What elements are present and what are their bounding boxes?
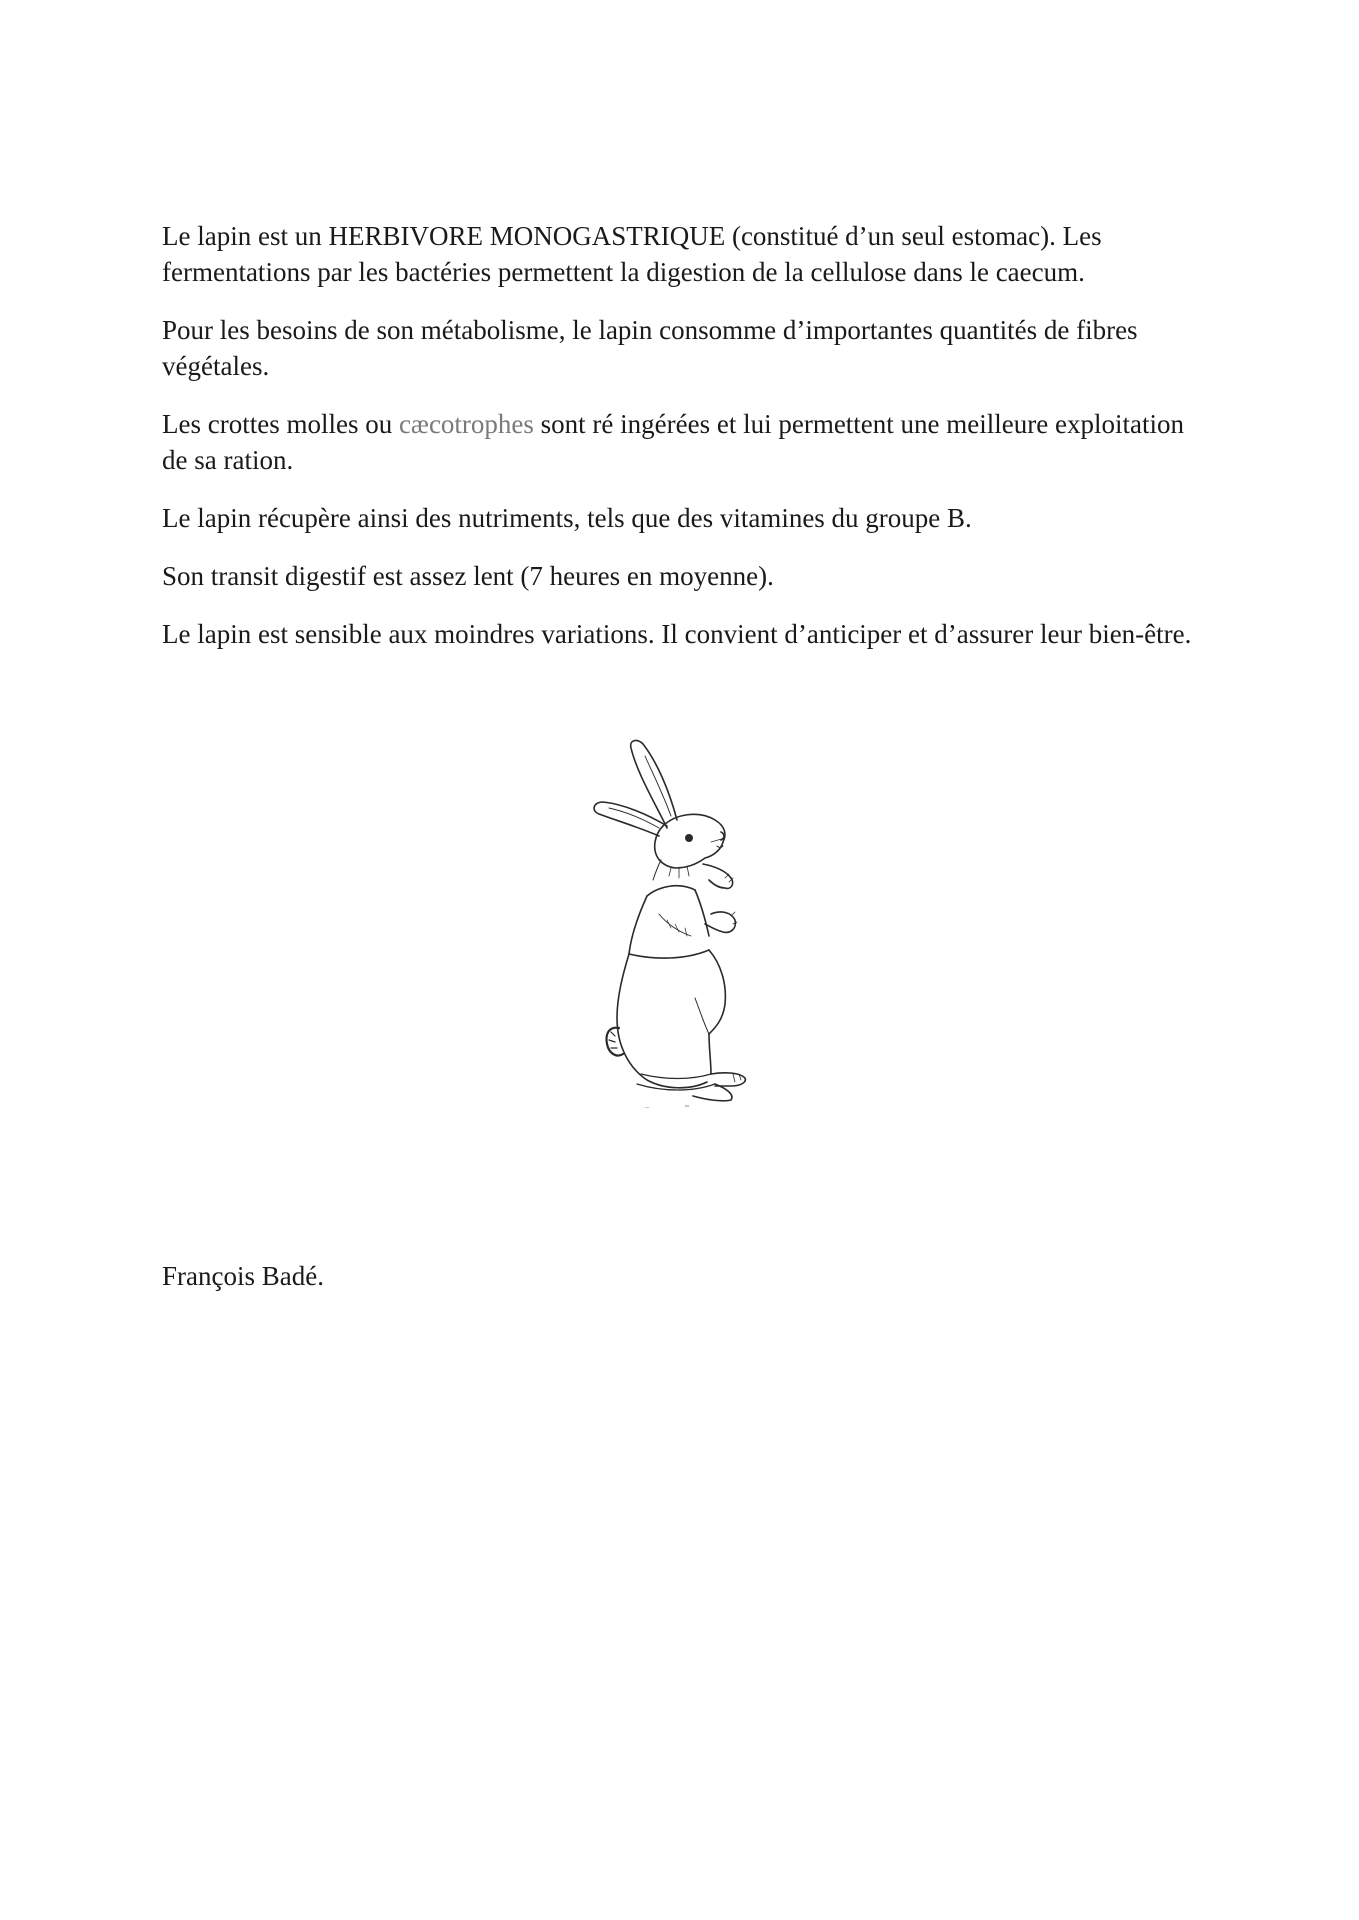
paragraph-digestion: Le lapin est un HERBIVORE MONOGASTRIQUE (constitué d’un seul estomac). Les fermentations par les bactéries permettent la digestion de la cellulose dans le caecum. bbox=[162, 221, 1102, 287]
paragraph-caecotrophes-end: sont ré ingérées et lui permettent une meilleure exploitation de sa ration. bbox=[162, 409, 1184, 475]
rabbit-ear-back bbox=[631, 741, 677, 828]
paragraph-caecotrophes bbox=[162, 406, 1212, 478]
caecotrophes-term: cæcotrophes bbox=[398, 409, 534, 439]
paragraph-nutrients: Le lapin récupère ainsi des nutriments, tels que des vitamines du groupe B. bbox=[162, 503, 972, 533]
body-text bbox=[162, 218, 1212, 674]
paragraph-caecotrophes-start: Les crottes molles ou bbox=[162, 409, 399, 439]
rabbit-leg bbox=[709, 1034, 711, 1074]
paragraph-sensitivity: Le lapin est sensible aux moindres variations. Il convient d’anticiper et d’assurer leur bien-être. bbox=[162, 619, 1192, 649]
rabbit-eye bbox=[686, 835, 692, 841]
overalls-body bbox=[617, 954, 707, 1088]
signature: François Badé. bbox=[162, 1261, 324, 1291]
rabbit-illustration bbox=[575, 728, 775, 1108]
paragraph-transit: Son transit digestif est assez lent (7 heures en moyenne). bbox=[162, 561, 774, 591]
paragraph-metabolism: Pour les besoins de son métabolisme, le lapin consomme d’importantes quantités de fibres végétales. bbox=[162, 315, 1138, 381]
rabbit-paw-lower bbox=[705, 912, 735, 932]
rabbit-paw-upper bbox=[703, 864, 733, 888]
overalls-strap bbox=[647, 886, 695, 896]
